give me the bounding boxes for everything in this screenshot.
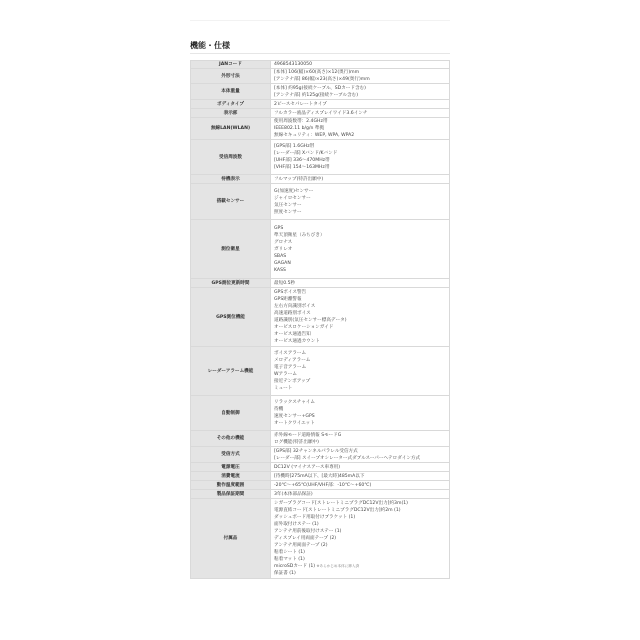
- section-heading: 機能・仕様: [190, 41, 230, 50]
- top-divider: [190, 20, 450, 21]
- spec-value-line: 赤外線モード道路情報 SモードG: [274, 432, 342, 438]
- spec-value-line: 無線セキュリティ：WEP, WPA, WPA2: [274, 133, 355, 138]
- spec-value-line: 保証書 (1): [274, 571, 296, 576]
- spec-value-line: 気圧センサー: [274, 202, 302, 208]
- spec-value-line: [GPS部] 32チャンネルパラレル受信方式: [274, 448, 358, 454]
- spec-label: 搭載センサー: [191, 184, 271, 220]
- spec-note: ※あらかじめ本体に挿入済: [316, 564, 360, 568]
- spec-value: [271, 481, 450, 490]
- spec-value-line: 電子音アラーム: [274, 365, 307, 370]
- spec-value: [271, 118, 450, 140]
- spec-value: [271, 431, 450, 447]
- spec-label: 無線LAN(WLAN): [191, 118, 271, 140]
- spec-row: [191, 118, 450, 140]
- spec-value-line: フルマップ(特許出願中): [274, 176, 324, 182]
- spec-value-line: SBAS: [274, 253, 287, 259]
- spec-value-line: オートクワイエット: [274, 421, 315, 426]
- spec-label: JANコード: [191, 61, 271, 69]
- spec-value-line: 接近テンポアップ: [274, 379, 311, 384]
- spec-value-line: GPS: [274, 225, 284, 231]
- spec-row: [191, 396, 450, 431]
- spec-label: 付属品: [191, 499, 271, 579]
- spec-row: [191, 431, 450, 447]
- spec-label: 待機表示: [191, 175, 271, 184]
- spec-value-line: [GPS部] 1.6GHz帯: [274, 144, 315, 149]
- spec-row: [191, 481, 450, 490]
- spec-row: [191, 347, 450, 396]
- spec-label: 製品保証期間: [191, 490, 271, 499]
- spec-row: [191, 100, 450, 109]
- spec-value: [271, 220, 450, 279]
- spec-value: [271, 447, 450, 463]
- spec-row: [191, 140, 450, 175]
- spec-value: [271, 140, 450, 175]
- spec-value-line: フルカラー液晶ディスプレイワイド3.6インチ: [274, 110, 368, 116]
- spec-value-line: [本体] 約95g(接続ケーブル、SDカード含む): [274, 85, 366, 91]
- spec-value: [271, 499, 450, 579]
- spec-value-line: [レーダー部] Xバンド/Kバンド: [274, 151, 338, 156]
- spec-value-line: [本体] 106(幅)×60(高さ)×12(奥行)mm: [274, 70, 360, 75]
- spec-label: GPS測位機能: [191, 288, 271, 347]
- spec-value-line: ミュート: [274, 386, 293, 391]
- spec-row: [191, 463, 450, 472]
- spec-value: [271, 347, 450, 396]
- spec-value: [271, 109, 450, 118]
- spec-label: レーダーアラーム機能: [191, 347, 271, 396]
- spec-value-line: 電源直結コード[ストレートミニプラグDC12V出力]約2m (1): [274, 508, 401, 513]
- spec-label: 測位衛星: [191, 220, 271, 279]
- spec-value-line: ボイスアラーム: [274, 351, 307, 356]
- spec-value-line: [274, 563, 446, 570]
- spec-value-line: ガリレオ: [274, 246, 293, 252]
- spec-value: [271, 279, 450, 288]
- spec-row: [191, 84, 450, 100]
- spec-label: 動作温度範囲: [191, 481, 271, 490]
- spec-value-line: 4968543130050: [274, 62, 312, 67]
- spec-value-line: 最短0.5秒: [274, 280, 296, 286]
- spec-value-line: 準天頂衛星（みちびき）: [274, 232, 325, 238]
- spec-value-line: シガープラグコード[ストレートミニプラグDC12V出力]約3m(1): [274, 501, 408, 506]
- spec-value-line: [アンテナ部] 86(幅)×23(高さ)×49(奥行)mm: [274, 77, 370, 82]
- spec-value-line: 3年(本体部品保証): [274, 491, 313, 497]
- spec-row: [191, 109, 450, 118]
- spec-value: [271, 61, 450, 69]
- spec-value: [271, 69, 450, 84]
- spec-row: [191, 175, 450, 184]
- spec-row: [191, 279, 450, 288]
- spec-label: GPS測位更新時間: [191, 279, 271, 288]
- spec-row: [191, 447, 450, 463]
- spec-table-body: [191, 61, 450, 579]
- spec-value: [271, 175, 450, 184]
- spec-value: [271, 396, 450, 431]
- spec-value-line: 粘着シート (1): [274, 550, 305, 555]
- spec-row: [191, 288, 450, 347]
- spec-label: 表示部: [191, 109, 271, 118]
- spec-value-line: DC12V (マイナスアース車専用): [274, 464, 341, 470]
- spec-value-line: GPSボイス警告: [274, 290, 307, 295]
- spec-value: [271, 184, 450, 220]
- spec-label: 受信方式: [191, 447, 271, 463]
- spec-value-line: 2ピースセパレートタイプ: [274, 101, 327, 107]
- spec-label: 消費電流: [191, 472, 271, 481]
- spec-row: [191, 499, 450, 579]
- spec-table: [190, 60, 450, 579]
- spec-value-line: リラックスチャイム: [274, 400, 315, 405]
- spec-value-line: 待機: [274, 407, 284, 412]
- spec-row: [191, 220, 450, 279]
- spec-value: [271, 490, 450, 499]
- spec-value-line: 左右方向識別ボイス: [274, 304, 316, 309]
- spec-value-line: オービスロケーションガイド: [274, 325, 334, 330]
- spec-value-line: ログ機能(特許出願中): [274, 439, 319, 445]
- spec-value-line: KASS: [274, 267, 286, 273]
- spec-value: [271, 100, 450, 109]
- spec-value: [271, 84, 450, 100]
- spec-value-line: 面外取付けステー (1): [274, 522, 319, 527]
- spec-row: [191, 184, 450, 220]
- spec-value: [271, 463, 450, 472]
- spec-value-line: 高速道路別ボイス: [274, 311, 311, 316]
- spec-value-line: IEEE802.11 b/g/n 準拠: [274, 126, 325, 131]
- spec-value-line: グロナス: [274, 239, 293, 245]
- spec-value-line: アンテナ用両面テープ (2): [274, 543, 328, 548]
- spec-label: 本体重量: [191, 84, 271, 100]
- spec-value-line: 粘着マット (1): [274, 557, 305, 562]
- spec-value-line: アンテナ用前後取付けステー (1): [274, 529, 342, 534]
- spec-value-line: [アンテナ部] 約125g(接続ケーブル含む): [274, 92, 359, 98]
- spec-value-line: G(加速度)センサー: [274, 188, 314, 194]
- spec-value-line: ディスプレイ用両面テープ (2): [274, 536, 337, 541]
- spec-value-line: GAGAN: [274, 260, 291, 266]
- spec-row: [191, 490, 450, 499]
- spec-value-line: [VHF部] 154～163MHz帯: [274, 165, 330, 170]
- spec-value-line: 照度センサー: [274, 209, 302, 215]
- spec-value-line: 速度センサー+GPS: [274, 414, 315, 419]
- spec-label: 電源電圧: [191, 463, 271, 472]
- spec-value-line: メロディアラーム: [274, 358, 311, 363]
- spec-value-line: Wアラーム: [274, 372, 297, 377]
- spec-value-line: 道路識別(気圧センサー標高データ): [274, 318, 347, 323]
- heading-underline: [190, 53, 450, 54]
- spec-value-line: -20℃～+65℃(UHF/VHF部：-10℃～+60℃): [274, 482, 372, 488]
- spec-value-line: [UHF部] 336～470MHz帯: [274, 158, 330, 163]
- spec-value-line: ダッシュボード用取付けブラケット (1): [274, 515, 356, 520]
- spec-value: [271, 288, 450, 347]
- spec-label: ボディタイプ: [191, 100, 271, 109]
- spec-label: 外形寸法: [191, 69, 271, 84]
- spec-label: 自動制御: [191, 396, 271, 431]
- spec-value-line: GPS距離警報: [274, 297, 302, 302]
- spec-value-line-text: microSDカード (1): [274, 564, 316, 569]
- spec-value-line: [レーダー部] スイープオシレーター式ダブルスーパーヘテロダイン方式: [274, 455, 421, 461]
- spec-value-line: オービス通過告知: [274, 332, 311, 337]
- spec-value: [271, 472, 450, 481]
- spec-label: その他の機能: [191, 431, 271, 447]
- spec-row: [191, 69, 450, 84]
- spec-value-line: ジャイロセンサー: [274, 195, 311, 201]
- spec-value-line: オービス通過カウント: [274, 339, 320, 344]
- spec-value-line: 使用周波数帯：2.4GHz帯: [274, 119, 328, 124]
- spec-row: [191, 472, 450, 481]
- spec-value-line: [待機時]275mA以下、[最大時]485mA以下: [274, 473, 365, 479]
- spec-label: 受信周波数: [191, 140, 271, 175]
- spec-row: [191, 61, 450, 69]
